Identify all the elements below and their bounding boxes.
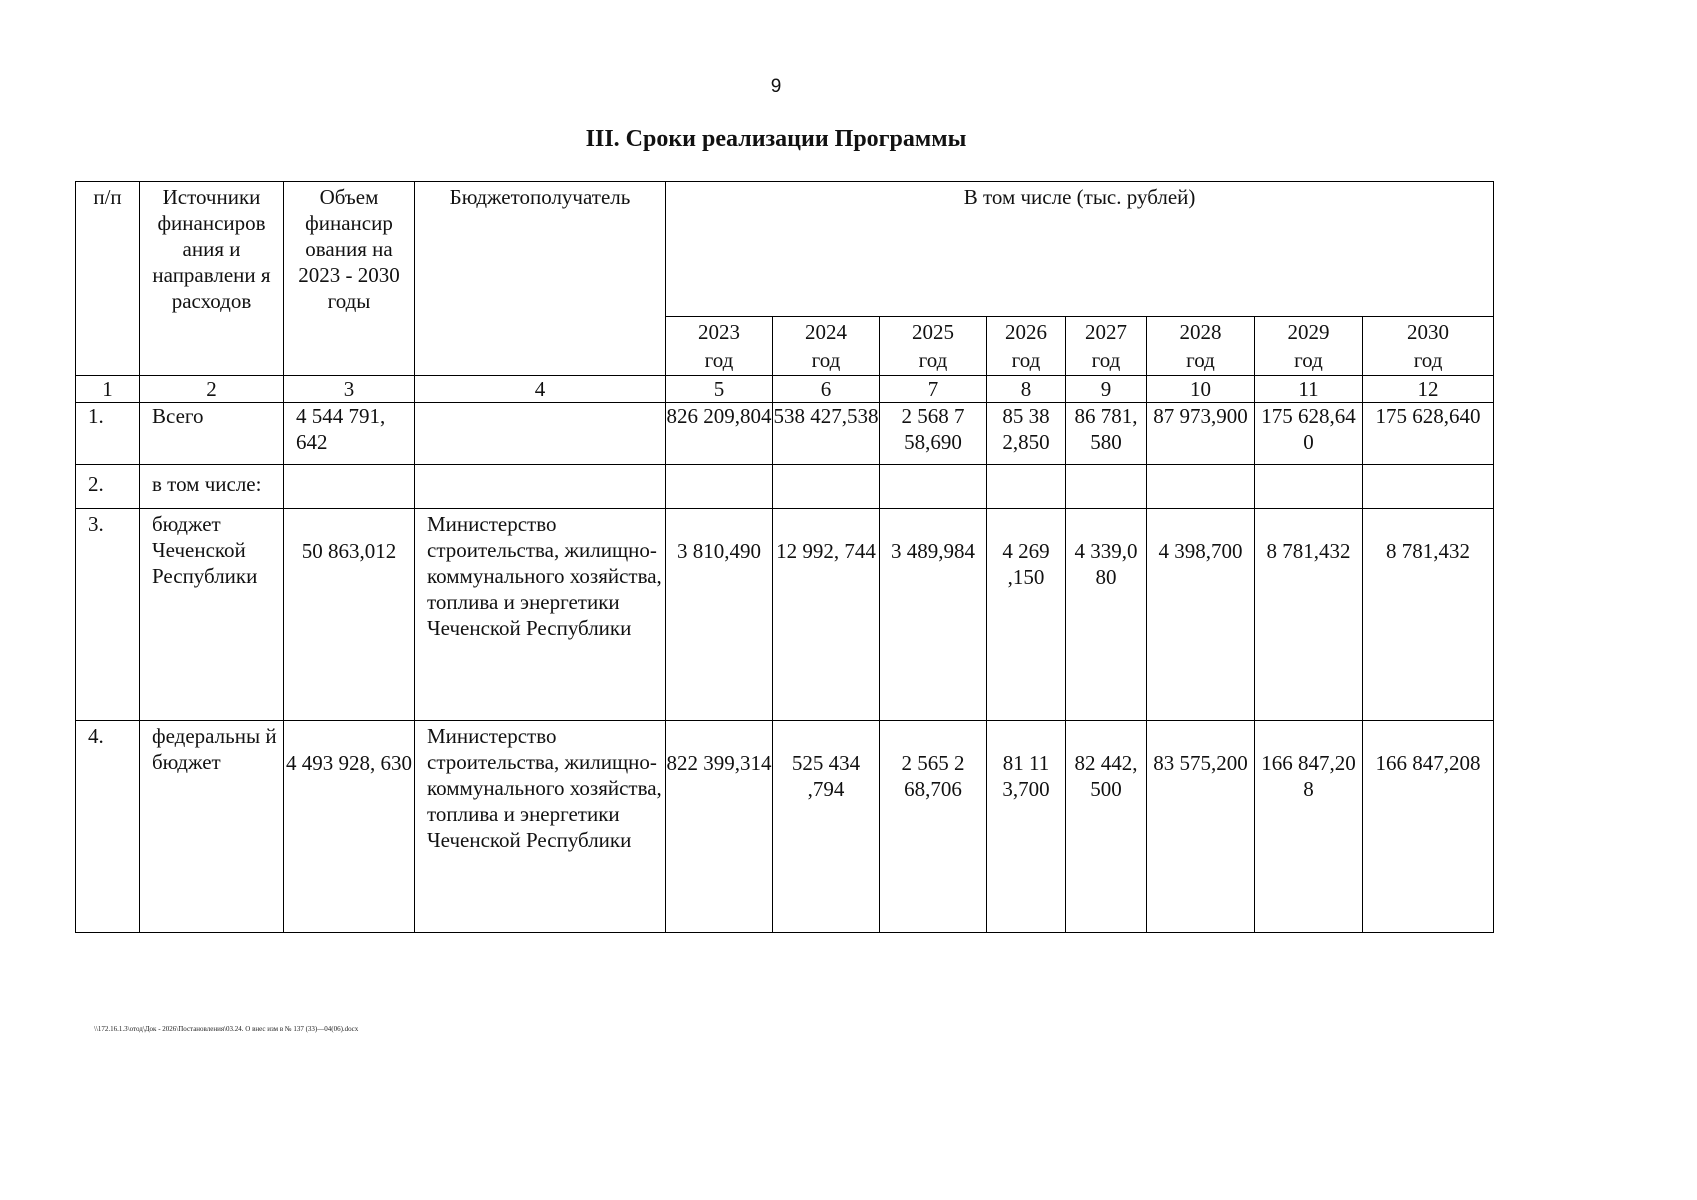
row-volume bbox=[284, 465, 415, 509]
row-value-2030: 175 628,640 bbox=[1363, 403, 1494, 465]
page-number: 9 bbox=[770, 76, 782, 97]
header-year-2024: 2024 год bbox=[773, 317, 880, 376]
table-row-regional-budget bbox=[76, 509, 1494, 721]
col-number: 6 bbox=[773, 376, 880, 403]
row-value-2028: 87 973,900 bbox=[1147, 403, 1255, 465]
table-row-total bbox=[76, 403, 1494, 465]
row-num: 4. bbox=[76, 721, 140, 933]
row-num: 2. bbox=[76, 465, 140, 509]
row-value-2026: 81 11 3,700 bbox=[987, 721, 1066, 933]
row-value-2025: 2 565 2 68,706 bbox=[880, 721, 987, 933]
row-value-2024: 12 992, 744 bbox=[773, 509, 880, 721]
row-value-2025: 2 568 7 58,690 bbox=[880, 403, 987, 465]
file-path-footer: \\172.16.1.3\отод\Док - 2026\Постановления\03.24. О внес изм в № 137 (33)—04(06).docx bbox=[94, 1025, 359, 1033]
col-number: 7 bbox=[880, 376, 987, 403]
row-value-2026 bbox=[987, 465, 1066, 509]
row-value-2024: 525 434 ,794 bbox=[773, 721, 880, 933]
row-value-2030 bbox=[1363, 465, 1494, 509]
header-year-2023: 2023 год bbox=[666, 317, 773, 376]
column-numbers-row bbox=[76, 376, 1494, 403]
row-value-2024: 538 427,538 bbox=[773, 403, 880, 465]
header-row bbox=[76, 182, 1494, 317]
row-value-2028: 83 575,200 bbox=[1147, 721, 1255, 933]
row-value-2023: 3 810,490 bbox=[666, 509, 773, 721]
header-source: Источники финансиров ания и направлени я расходов bbox=[140, 182, 284, 376]
col-number: 9 bbox=[1066, 376, 1147, 403]
row-value-2030: 166 847,208 bbox=[1363, 721, 1494, 933]
col-number: 5 bbox=[666, 376, 773, 403]
row-value-2029: 8 781,432 bbox=[1255, 509, 1363, 721]
row-num: 1. bbox=[76, 403, 140, 465]
row-value-2029 bbox=[1255, 465, 1363, 509]
row-value-2029: 166 847,20 8 bbox=[1255, 721, 1363, 933]
header-year-2028: 2028 год bbox=[1147, 317, 1255, 376]
col-number: 2 bbox=[140, 376, 284, 403]
header-year-2030: 2030 год bbox=[1363, 317, 1494, 376]
col-number: 11 bbox=[1255, 376, 1363, 403]
row-value-2026: 85 38 2,850 bbox=[987, 403, 1066, 465]
row-value-2027: 4 339,0 80 bbox=[1066, 509, 1147, 721]
section-title: III. Сроки реализации Программы bbox=[585, 126, 967, 152]
row-num: 3. bbox=[76, 509, 140, 721]
header-year-2026: 2026 год bbox=[987, 317, 1066, 376]
header-year-2029: 2029 год bbox=[1255, 317, 1363, 376]
col-number: 4 bbox=[415, 376, 666, 403]
row-value-2025 bbox=[880, 465, 987, 509]
row-value-2027: 82 442, 500 bbox=[1066, 721, 1147, 933]
row-volume: 4 493 928, 630 bbox=[284, 721, 415, 933]
header-volume: Объем финансир ования на 2023 - 2030 годы bbox=[284, 182, 415, 376]
row-value-2024 bbox=[773, 465, 880, 509]
row-value-2025: 3 489,984 bbox=[880, 509, 987, 721]
row-value-2023 bbox=[666, 465, 773, 509]
table-row-including bbox=[76, 465, 1494, 509]
row-source: федеральны й бюджет bbox=[140, 721, 284, 933]
row-value-2030: 8 781,432 bbox=[1363, 509, 1494, 721]
col-number: 10 bbox=[1147, 376, 1255, 403]
row-recipient: Министерство строительства, жилищно- коммунального хозяйства, топлива и энергетики Чеченской Республики bbox=[415, 721, 666, 933]
row-value-2026: 4 269 ,150 bbox=[987, 509, 1066, 721]
row-value-2023: 822 399,314 bbox=[666, 721, 773, 933]
row-source: бюджет Чеченской Республики bbox=[140, 509, 284, 721]
col-number: 3 bbox=[284, 376, 415, 403]
financing-table bbox=[75, 181, 1494, 933]
row-value-2028: 4 398,700 bbox=[1147, 509, 1255, 721]
header-num: п/п bbox=[76, 182, 140, 376]
row-recipient: Министерство строительства, жилищно- коммунального хозяйства, топлива и энергетики Чеченской Республики bbox=[415, 509, 666, 721]
col-number: 1 bbox=[76, 376, 140, 403]
row-value-2023: 826 209,804 bbox=[666, 403, 773, 465]
row-value-2028 bbox=[1147, 465, 1255, 509]
col-number: 12 bbox=[1363, 376, 1494, 403]
row-volume: 4 544 791, 642 bbox=[284, 403, 415, 465]
header-year-2025: 2025 год bbox=[880, 317, 987, 376]
row-volume: 50 863,012 bbox=[284, 509, 415, 721]
table-row-federal-budget bbox=[76, 721, 1494, 933]
header-including: В том числе (тыс. рублей) bbox=[666, 182, 1494, 317]
header-recipient: Бюджетополучатель bbox=[415, 182, 666, 376]
row-recipient bbox=[415, 403, 666, 465]
row-value-2027 bbox=[1066, 465, 1147, 509]
row-value-2029: 175 628,64 0 bbox=[1255, 403, 1363, 465]
col-number: 8 bbox=[987, 376, 1066, 403]
row-source: Всего bbox=[140, 403, 284, 465]
row-value-2027: 86 781, 580 bbox=[1066, 403, 1147, 465]
header-year-2027: 2027 год bbox=[1066, 317, 1147, 376]
row-source: в том числе: bbox=[140, 465, 284, 509]
row-recipient bbox=[415, 465, 666, 509]
